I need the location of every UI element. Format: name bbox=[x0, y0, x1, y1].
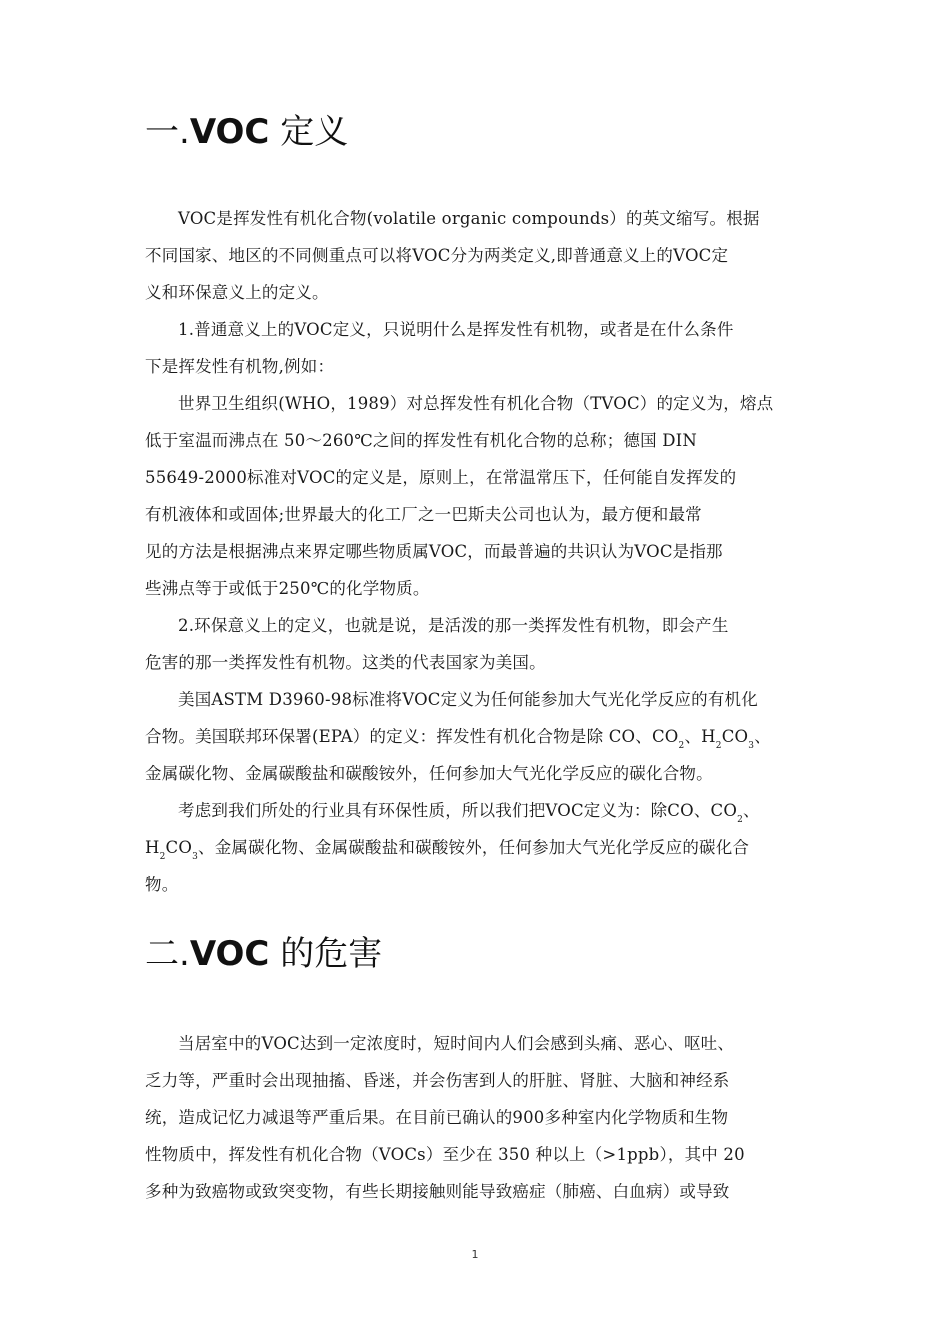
text-line: 不同国家、地区的不同侧重点可以将VOC分为两类定义,即普通意义上的VOC定 bbox=[145, 246, 729, 265]
text-line: 性物质中，挥发性有机化合物（VOCs）至少在 350 种以上（>1ppb），其中 20 bbox=[145, 1145, 745, 1164]
heading-latin: VOC bbox=[189, 112, 270, 152]
text-line: 美国ASTM D3960-98标准将VOC定义为任何能参加大气光化学反应的有机化 bbox=[178, 690, 758, 709]
subscript: 3 bbox=[192, 852, 199, 862]
text-line: 危害的那一类挥发性有机物。这类的代表国家为美国。 bbox=[145, 653, 546, 672]
text-line: 义和环保意义上的定义。 bbox=[145, 283, 329, 302]
text-line: 合物。美国联邦环保署(EPA）的定义：挥发性有机化合物是除 CO、$CO_2$、$H_2CO_3$、 bbox=[145, 727, 771, 751]
paragraph-environmental-definition bbox=[145, 607, 810, 681]
text-line: 下是挥发性有机物,例如： bbox=[145, 357, 335, 376]
text-line: 当居室中的VOC达到一定浓度时，短时间内人们会感到头痛、恶心、呕吐、 bbox=[178, 1034, 735, 1053]
text-line: 金属碳化物、金属碳酸盐和碳酸铵外，任何参加大气光化学反应的碳化合物。 bbox=[145, 764, 713, 783]
heading-text: 的危害 bbox=[280, 934, 383, 974]
text-line: 世界卫生组织(WHO，1989）对总挥发性有机化合物（TVOC）的定义为，熔点 bbox=[178, 394, 774, 413]
heading-number: 一. bbox=[145, 112, 190, 152]
section-heading-2 bbox=[145, 932, 382, 976]
heading-number: 二. bbox=[145, 934, 190, 974]
text-line: 多种为致癌物或致突变物，有些长期接触则能导致癌症（肺癌、白血病）或导致 bbox=[145, 1182, 730, 1201]
paragraph-voc-hazards bbox=[145, 1025, 810, 1210]
text-line: 些沸点等于或低于250℃的化学物质。 bbox=[145, 579, 430, 598]
text-line: 乏力等，严重时会出现抽搐、昏迷，并会伤害到人的肝脏、肾脏、大脑和神经系 bbox=[145, 1071, 730, 1090]
heading-text: 定义 bbox=[280, 112, 349, 152]
text-line: 物。 bbox=[145, 875, 179, 894]
paragraph-our-definition bbox=[145, 792, 810, 903]
subscript: 3 bbox=[748, 741, 755, 751]
text-line: 考虑到我们所处的行业具有环保性质，所以我们把VOC定义为：除CO、$CO_2$、 bbox=[178, 801, 760, 825]
text-line: 2.环保意义上的定义，也就是说，是活泼的那一类挥发性有机物，即会产生 bbox=[178, 616, 729, 635]
paragraph-who-definition bbox=[145, 385, 810, 607]
text-line: $H_2CO_3$、金属碳化物、金属碳酸盐和碳酸铵外，任何参加大气光化学反应的碳化合 bbox=[145, 838, 750, 862]
text-line: 55649-2000标准对VOC的定义是，原则上，在常温常压下，任何能自发挥发的 bbox=[145, 468, 737, 487]
page-number: 1 bbox=[471, 1248, 479, 1261]
paragraph-voc-intro bbox=[145, 200, 810, 311]
text-line: 1.普通意义上的VOC定义，只说明什么是挥发性有机物，或者是在什么条件 bbox=[178, 320, 734, 339]
heading-latin: VOC bbox=[189, 934, 270, 974]
subscript: 2 bbox=[678, 741, 685, 751]
text-line: 统，造成记忆力减退等严重后果。在目前已确认的900多种室内化学物质和生物 bbox=[145, 1108, 729, 1127]
subscript: 2 bbox=[737, 815, 744, 825]
text-line: VOC是挥发性有机化合物(volatile organic compounds）的英文缩写。根据 bbox=[178, 209, 760, 228]
text-line: 有机液体和或固体;世界最大的化工厂之一巴斯夫公司也认为，最方便和最常 bbox=[145, 505, 702, 524]
section-heading-1 bbox=[145, 110, 348, 154]
paragraph-general-definition bbox=[145, 311, 810, 385]
paragraph-us-definition bbox=[145, 681, 810, 792]
text-line: 见的方法是根据沸点来界定哪些物质属VOC，而最普遍的共识认为VOC是指那 bbox=[145, 542, 723, 561]
text-line: 低于室温而沸点在 50～260℃之间的挥发性有机化合物的总称；德国 DIN bbox=[145, 431, 698, 450]
